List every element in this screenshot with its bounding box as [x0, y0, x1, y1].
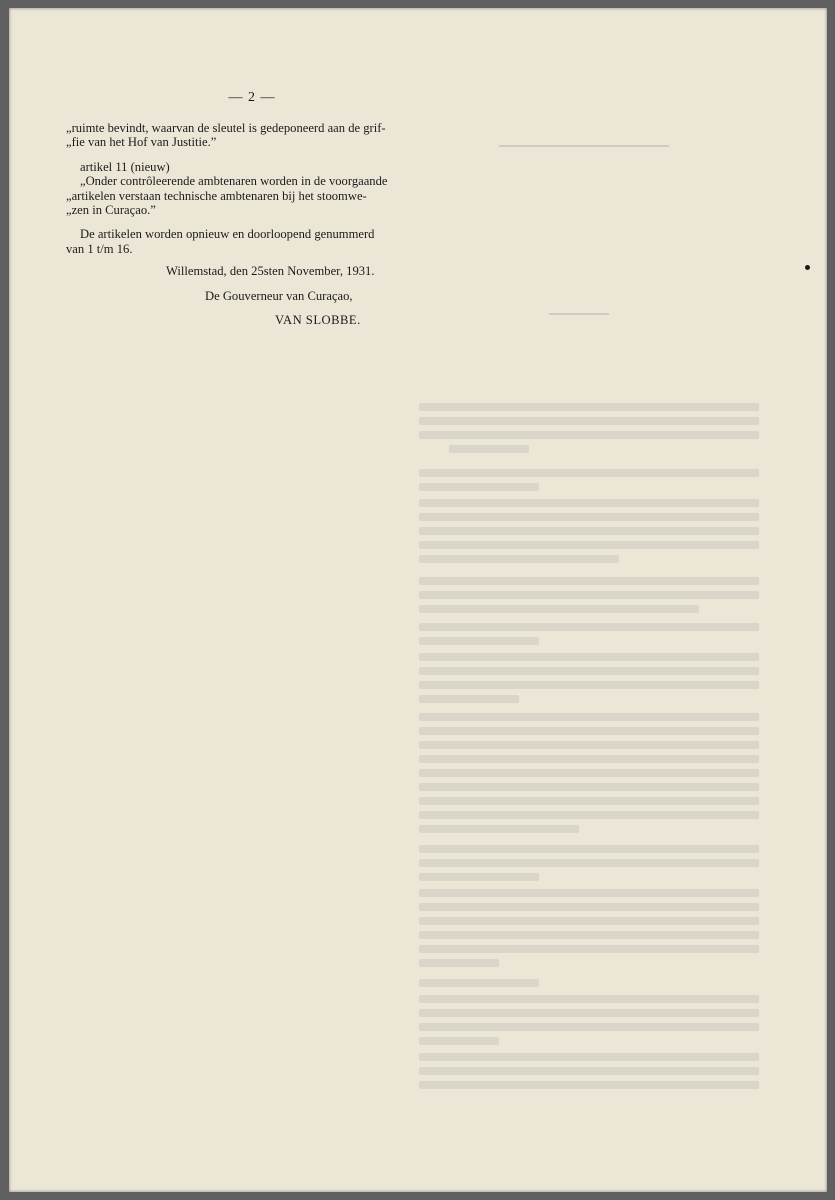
body-line: „artikelen verstaan technische ambtenaren bij het stoomwe-	[66, 188, 367, 203]
signatory-title: De Gouverneur van Curaçao,	[205, 289, 353, 303]
body-line: van 1 t/m 16.	[66, 241, 133, 256]
bleed-through-rule	[549, 313, 609, 315]
signatory-name: VAN SLOBBE.	[275, 313, 361, 327]
body-line: „zen in Curaçao.”	[66, 203, 156, 218]
ink-dot	[805, 265, 810, 270]
body-line: De artikelen worden opnieuw en doorloopend genummerd	[80, 227, 375, 242]
bleed-through-rule	[499, 145, 669, 147]
document-body	[66, 121, 431, 256]
place-date-line: Willemstad, den 25sten November, 1931.	[166, 264, 375, 278]
body-line: „fie van het Hof van Justitie.”	[66, 135, 217, 150]
body-line: „ruimte bevindt, waarvan de sleutel is gedeponeerd aan de grif-	[66, 121, 386, 135]
document-page	[9, 8, 827, 1192]
body-line: „Onder contrôleerende ambtenaren worden in de voorgaande	[80, 174, 388, 189]
bleed-through-header	[472, 102, 700, 125]
page-number: — 2 —	[228, 90, 276, 105]
article-heading: artikel 11 (nieuw)	[80, 159, 170, 174]
